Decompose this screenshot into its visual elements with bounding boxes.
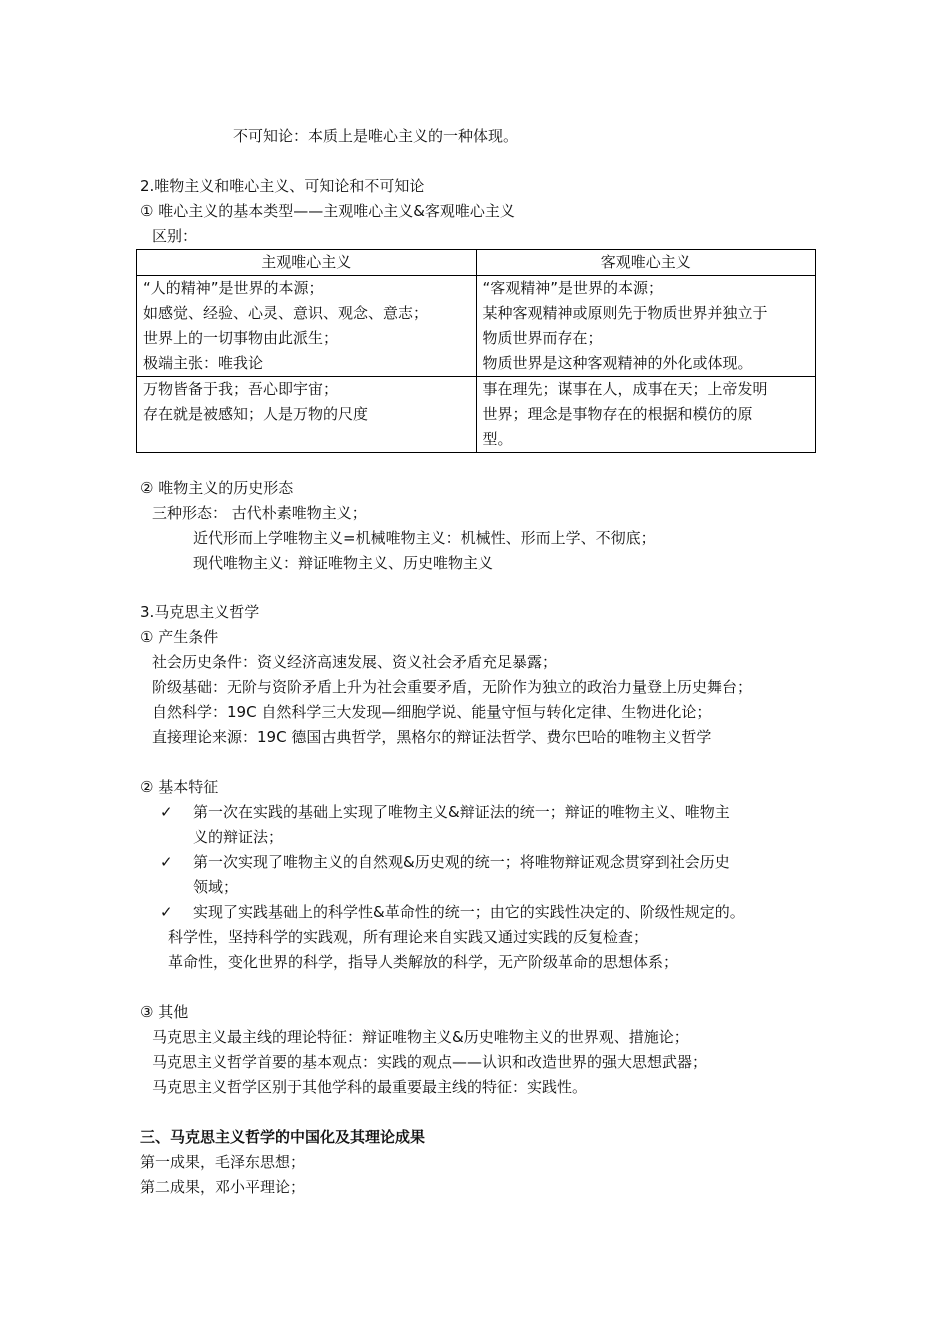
section-2-heading: 2.唯物主义和唯心主义、可知论和不可知论 [140,177,425,195]
other-line: 马克思主义哲学区别于其他学科的最重要最主线的特征：实践性。 [152,1078,588,1096]
check-icon: ✓ [160,853,173,871]
forms-line: 近代形而上学唯物主义=机械唯物主义：机械性、形而上学、不彻底； [193,529,656,547]
condition-line: 社会历史条件：资义经济高速发展、资义社会矛盾充足暴露； [152,653,558,671]
check-icon: ✓ [160,803,173,821]
header-subjective-idealism: 主观唯心主义 [137,250,477,276]
cell-line: 存在就是被感知；人是万物的尺度 [143,405,369,423]
table-row [137,276,816,377]
table-cell-subjective-examples [137,377,477,453]
condition-line: 阶级基础：无阶与资阶矛盾上升为社会重要矛盾，无阶作为独立的政治力量登上历史舞台； [152,678,753,696]
condition-line: 自然科学：19C 自然科学三大发现—细胞学说、能量守恒与转化定律、生物进化论； [152,703,712,721]
cell-line: “人的精神”是世界的本源； [143,279,324,297]
forms-line: 三种形态： 古代朴素唯物主义； [152,504,367,522]
section-three-heading: 三、马克思主义哲学的中国化及其理论成果 [140,1128,426,1146]
cell-line: 极端主张：唯我论 [143,354,264,372]
idealism-comparison-table [136,249,816,453]
cell-line: 如感觉、经验、心灵、意识、观念、意志； [143,304,429,322]
cell-line: “客观精神”是世界的本源； [482,279,664,297]
check-icon: ✓ [160,903,173,921]
cell-line: 世界；理念是事物存在的根据和模仿的原 [482,405,753,423]
cell-line: 世界上的一切事物由此派生； [143,329,339,347]
feature-line: 义的辩证法； [193,828,284,846]
header-objective-idealism: 客观唯心主义 [476,250,816,276]
others-subheading: ③ 其他 [140,1003,189,1021]
idealism-types-subheading: ① 唯心主义的基本类型——主观唯心主义&客观唯心主义 [140,202,515,220]
forms-line: 现代唯物主义：辩证唯物主义、历史唯物主义 [193,554,494,572]
feature-line: 第一次在实践的基础上实现了唯物主义&辩证法的统一；辩证的唯物主义、唯物主 [193,803,730,821]
revolution-note: 革命性，变化世界的科学，指导人类解放的科学，无产阶级革命的思想体系； [168,953,679,971]
cell-line: 物质世界而存在； [482,329,603,347]
achievement-line: 第二成果，邓小平理论； [140,1178,306,1196]
table-header-row [137,250,816,276]
cell-line: 型。 [482,430,513,448]
features-subheading: ② 基本特征 [140,778,219,796]
difference-label: 区别： [152,227,198,245]
feature-line: 第一次实现了唯物主义的自然观&历史观的统一；将唯物辩证观念贯穿到社会历史 [193,853,730,871]
materialism-forms-subheading: ② 唯物主义的历史形态 [140,479,294,497]
conditions-subheading: ① 产生条件 [140,628,219,646]
cell-line: 某种客观精神或原则先于物质世界并独立于 [482,304,768,322]
table-row [137,377,816,453]
other-line: 马克思主义最主线的理论特征：辩证唯物主义&历史唯物主义的世界观、措施论； [152,1028,689,1046]
science-note: 科学性，坚持科学的实践观，所有理论来自实践又通过实践的反复检查； [168,928,649,946]
feature-line: 实现了实践基础上的科学性&革命性的统一；由它的实践性决定的、阶级性规定的。 [193,903,745,921]
table-cell-subjective-definition [137,276,477,377]
cell-line: 事在理先；谋事在人，成事在天；上帝发明 [482,380,768,398]
cell-line: 物质世界是这种客观精神的外化或体现。 [482,354,753,372]
table-cell-objective-definition [476,276,816,377]
condition-line: 直接理论来源：19C 德国古典哲学，黑格尔的辩证法哲学、费尔巴哈的唯物主义哲学 [152,728,712,746]
other-line: 马克思主义哲学首要的基本观点：实践的观点——认识和改造世界的强大思想武器； [152,1053,708,1071]
section-3-heading: 3.马克思主义哲学 [140,603,260,621]
table-cell-objective-examples [476,377,816,453]
cell-line: 万物皆备于我；吾心即宇宙； [143,380,339,398]
feature-line: 领域； [193,878,239,896]
achievement-line: 第一成果，毛泽东思想； [140,1153,306,1171]
intro-line: 不可知论：本质上是唯心主义的一种体现。 [233,127,519,145]
